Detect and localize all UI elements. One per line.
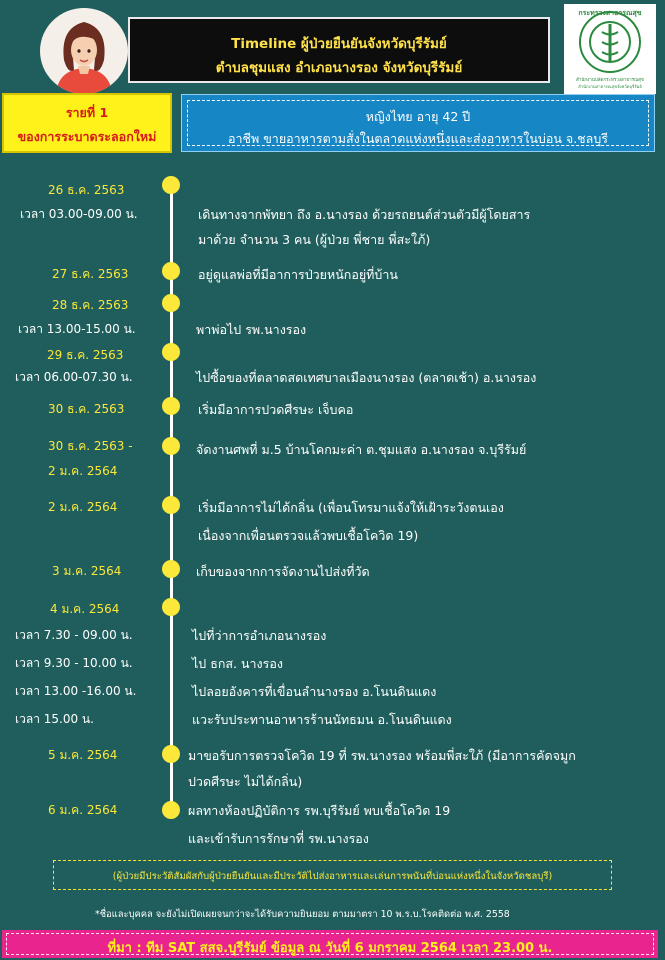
event-description: จัดงานศพที่ ม.5 บ้านโคกมะค่า ต.ชุมแสง อ.นางรอง จ.บุรีรัมย์ xyxy=(196,442,527,457)
privacy-disclaimer: *ชื่อและบุคคล จะยังไม่เปิดเผยจนกว่าจะได้รับความยินยอม ตามมาตรา 10 พ.ร.บ.โรคติดต่อ พ.ศ. 2558 xyxy=(95,909,510,920)
female-avatar-icon xyxy=(40,8,128,94)
timeline-dot xyxy=(162,745,180,763)
event-description: ผลทางห้องปฏิบัติการ รพ.บุรีรัมย์ พบเชื้อโควิด 19 xyxy=(188,803,451,818)
event-date: 3 ม.ค. 2564 xyxy=(52,564,122,578)
event-description: เนื่องจากเพื่อนตรวจแล้วพบเชื้อโควิด 19) xyxy=(198,528,419,543)
event-description: พาพ่อไป รพ.นางรอง xyxy=(196,322,307,337)
timeline-dot xyxy=(162,294,180,312)
timeline-dot xyxy=(162,801,180,819)
timeline-dot xyxy=(162,397,180,415)
event-date-end: 2 ม.ค. 2564 xyxy=(48,464,118,478)
timeline-dot xyxy=(162,176,180,194)
timeline-dot xyxy=(162,598,180,616)
timeline-dot xyxy=(162,437,180,455)
event-description: อยู่ดูแลพ่อที่มีอาการป่วยหนักอยู่ที่บ้าน xyxy=(198,267,398,282)
event-description: เริ่มมีอาการไม่ได้กลิ่น (เพื่อนโทรมาแจ้งให้เฝ้าระวังตนเอง xyxy=(198,500,504,515)
event-date: 5 ม.ค. 2564 xyxy=(48,748,118,762)
title-line-1: Timeline ผู้ป่วยยืนยันจังหวัดบุรีรัมย์ xyxy=(231,36,447,52)
case-number-box xyxy=(2,93,172,153)
event-description: ไปลอยอังคารที่เขื่อนลำนางรอง อ.โนนดินแดง xyxy=(192,684,437,699)
event-time: เวลา 15.00 น. xyxy=(15,712,94,726)
timeline-dot xyxy=(162,560,180,578)
note-text: (ผู้ป่วยมีประวัติสัมผัสกับผู้ป่วยยืนยันและมีประวัติไปส่งอาหารและเล่นการพนันที่บ่อนแห่งหนึ่งในจังหวัดชลบุรี) xyxy=(112,871,553,882)
title-line-2: ตำบลชุมแสง อำเภอนางรอง จังหวัดบุรีรัมย์ xyxy=(215,60,463,76)
timeline-dot xyxy=(162,343,180,361)
event-date: 27 ธ.ค. 2563 xyxy=(52,267,129,281)
event-date: 4 ม.ค. 2564 xyxy=(50,602,120,616)
event-time: เวลา 13.00 -16.00 น. xyxy=(15,684,137,698)
event-time: เวลา 13.00-15.00 น. xyxy=(18,322,136,336)
event-description: เดินทางจากพัทยา ถึง อ.นางรอง ด้วยรถยนต์ส่วนตัวมีผู้โดยสาร xyxy=(198,207,531,222)
timeline-dot xyxy=(162,262,180,280)
event-description: ปวดศีรษะ ไม่ได้กลิ่น) xyxy=(188,774,303,789)
event-description: ไปซื้อของที่ตลาดสดเทศบาลเมืองนางรอง (ตลาดเช้า) อ.นางรอง xyxy=(196,370,537,385)
event-date: 2 ม.ค. 2564 xyxy=(48,500,118,514)
source-footer xyxy=(2,930,658,958)
event-description: มาด้วย จำนวน 3 คน (ผู้ป่วย พี่ชาย พี่สะใภ้) xyxy=(198,232,431,247)
event-description: มาขอรับการตรวจโควิด 19 ที่ รพ.นางรอง พร้อมพี่สะใภ้ (มีอาการคัดจมูก xyxy=(188,748,576,763)
event-description: แวะรับประทานอาหารร้านนัทธมน อ.โนนดินแดง xyxy=(192,712,452,727)
timeline-dot xyxy=(162,496,180,514)
case-number: รายที่ 1 xyxy=(65,105,109,120)
event-date: 6 ม.ค. 2564 xyxy=(48,803,118,817)
ministry-of-public-health-logo xyxy=(564,4,656,94)
event-time: เวลา 9.30 - 10.00 น. xyxy=(15,656,133,670)
event-date: 28 ธ.ค. 2563 xyxy=(52,298,129,312)
svg-text:สำนักงานปลัดกระทรวงสาธารณสุข: สำนักงานปลัดกระทรวงสาธารณสุข xyxy=(575,78,645,83)
case-wave: ของการระบาดระลอกใหม่ xyxy=(17,129,157,144)
event-date: 26 ธ.ค. 2563 xyxy=(48,183,125,197)
patient-occupation: อาชีพ ขายอาหารตามสั่งในตลาดแห่งหนึ่งและส่งอาหารในบ่อน จ.ชลบุรี xyxy=(228,131,608,146)
event-time: เวลา 06.00-07.30 น. xyxy=(15,370,133,384)
patient-demographics: หญิงไทย อายุ 42 ปี xyxy=(365,109,471,124)
event-description: เริ่มมีอาการปวดศีรษะ เจ็บคอ xyxy=(198,402,354,417)
title-banner xyxy=(128,17,550,83)
event-date: 30 ธ.ค. 2563 xyxy=(48,402,125,416)
event-date: 30 ธ.ค. 2563 - xyxy=(48,439,133,453)
event-description: และเข้ารับการรักษาที่ รพ.นางรอง xyxy=(188,831,369,846)
event-description: เก็บของจากการจัดงานไปส่งที่วัด xyxy=(196,564,370,579)
source-text: ที่มา : ทีม SAT สสจ.บุรีรัมย์ ข้อมูล ณ วันที่ 6 มกราคม 2564 เวลา 23.00 น. xyxy=(107,941,553,956)
contact-history-note xyxy=(53,860,612,890)
event-description: ไปที่ว่าการอำเภอนางรอง xyxy=(192,628,327,643)
event-description: ไป ธกส. นางรอง xyxy=(192,656,283,671)
svg-text:กระทรวงสาธารณสุข: กระทรวงสาธารณสุข xyxy=(578,9,642,17)
event-time: เวลา 7.30 - 09.00 น. xyxy=(15,628,133,642)
svg-text:สำนักงานสาธารณสุขจังหวัดบุรีรั: สำนักงานสาธารณสุขจังหวัดบุรีรัมย์ xyxy=(578,84,642,89)
patient-info-box xyxy=(181,94,655,152)
event-time: เวลา 03.00-09.00 น. xyxy=(20,207,138,221)
event-date: 29 ธ.ค. 2563 xyxy=(47,348,124,362)
